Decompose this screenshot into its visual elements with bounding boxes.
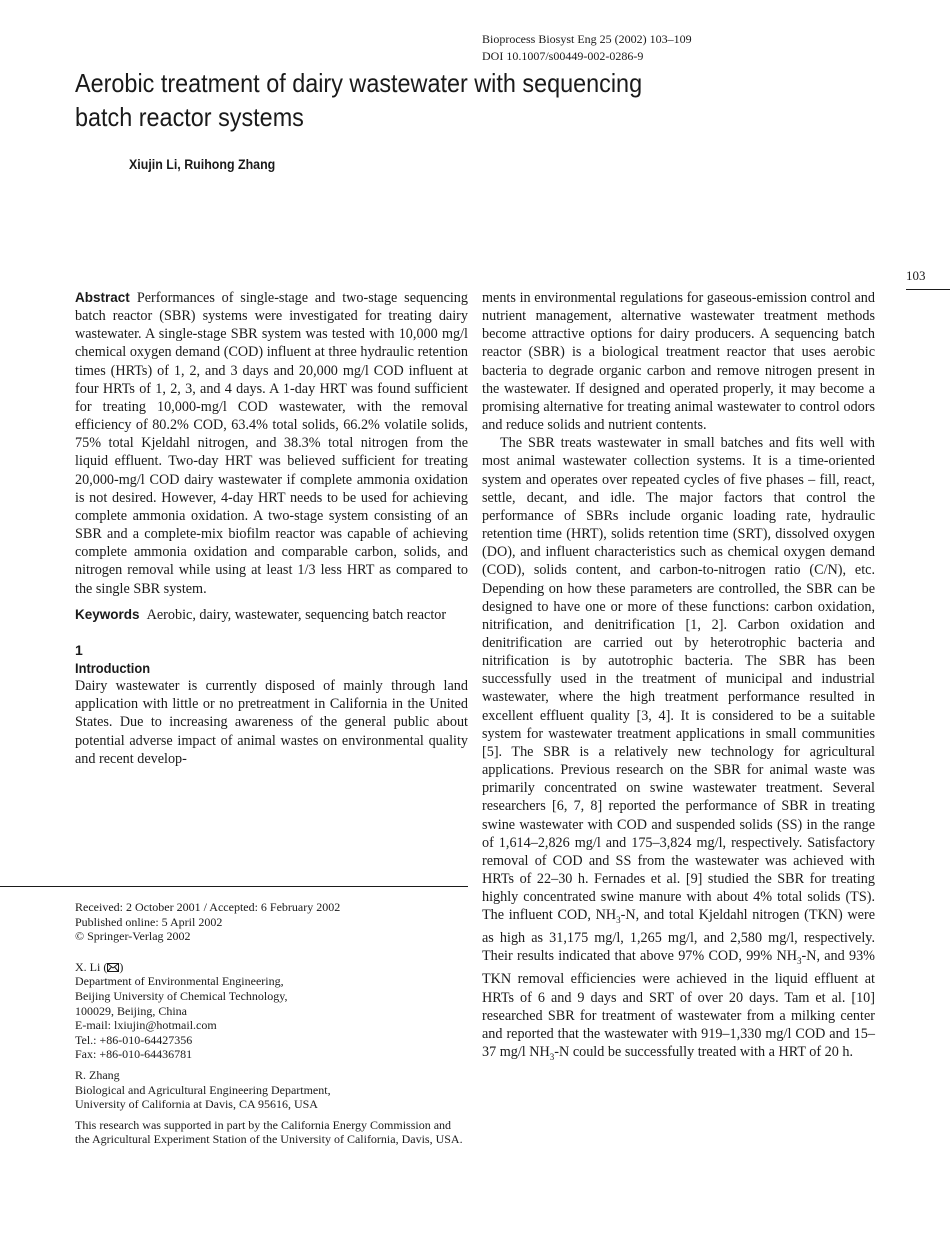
paper-title: Aerobic treatment of dairy wastewater with sequencing batch reactor systems xyxy=(75,68,643,132)
intro-paragraph-2-part-d: -N could be successfully treated with a HRT of 20 h. xyxy=(554,1044,854,1061)
footnote-rule xyxy=(0,886,468,887)
li-affiliation xyxy=(75,960,468,1062)
published-online: Published online: 5 April 2002 xyxy=(75,914,223,929)
left-column xyxy=(75,289,468,768)
li-name: X. Li ( xyxy=(75,959,108,974)
intro-paragraph-2-part-b: -N, and total Kjeldahl nitrogen (TKN) were as high as 31,175 mg/l, 1,265 mg/l, and 2,580 mg/l, respectively. Their results indicated that above 97% COD, 99% NH xyxy=(482,907,875,965)
keywords-text: Aerobic, dairy, wastewater, sequencing batch reactor xyxy=(146,606,447,623)
keywords xyxy=(75,606,468,624)
keywords-label: Keywords xyxy=(75,606,140,622)
zhang-department: Biological and Agricultural Engineering Department, xyxy=(75,1082,331,1097)
intro-paragraph-2-part-c: -N, and 93% TKN removal efficiencies were achieved in the liquid effluent at HRTs of 6 and 9 days and SRT of over 20 days. Tam et al. [10] researched SBR for treatment of wastewater from a milking center and reported that the wastewater with 919–1,330 mg/l COD and 15–37 mg/l NH xyxy=(482,948,875,1061)
zhang-affiliation xyxy=(75,1068,468,1112)
li-university: Beijing University of Chemical Technology, xyxy=(75,988,288,1003)
page-number: 103 xyxy=(906,268,926,283)
intro-paragraph-1-full xyxy=(0,0,1,1)
li-telephone: Tel.: +86-010-64427356 xyxy=(75,1032,193,1047)
doi: DOI 10.1007/s00449-002-0286-9 xyxy=(482,49,644,63)
li-city: 100029, Beijing, China xyxy=(75,1003,187,1018)
li-name-line xyxy=(75,960,468,975)
li-email: E-mail: lxiujin@hotmail.com xyxy=(75,1018,217,1033)
section-title: Introduction xyxy=(75,659,151,676)
intro-paragraph-1-text: Dairy wastewater is currently disposed of mainly through land application with little or no pretreatment in California in the United States. Due to increasing awareness of the general public about potential adverse impact of animal wastes on environmental quality and recent develop- xyxy=(75,678,468,767)
right-column xyxy=(482,289,875,1066)
subscript-3: 3 xyxy=(549,1051,555,1062)
abstract-text: Performances of single-stage and two-stage sequencing batch reactor (SBR) systems were investigated for treating dairy wastewater. A single-stage SBR system was tested with 10,000 mg/l chemical oxygen demand (COD) influent at three hydraulic retention times (HRTs) of 1, 2, and 3 days and 20,000 mg/l COD influent at four HRTs of 1, 2, 3, and 4 days. A 1-day HRT was found sufficient for treating 10,000-mg/l COD wastewater, with the removal efficiency of 80.2% COD, 63.4% total solids, 66.2% volatile solids, 75% total Kjeldahl nitrogen, and 38.3% total nitrogen from the liquid effluent. Two-day HRT was believed sufficient for treating 20,000-mg/l COD dairy wastewater if complete ammonia oxidation is not desired. However, 4-day HRT needs to be used for achieving complete ammonia oxidation. A two-stage system consisting of an SBR and a complete-mix biofilm reactor was capable of achieving complete ammonia oxidation and comparable carbon, solids, and nitrogen removal while using at least 1/3 less HRT as compared to the single SBR system. xyxy=(75,290,468,597)
footnotes xyxy=(75,900,468,1153)
abstract xyxy=(75,289,468,598)
subscript-3: 3 xyxy=(796,956,802,967)
intro-paragraph-2 xyxy=(482,434,875,1066)
zhang-name: R. Zhang xyxy=(75,1067,120,1082)
abstract-label: Abstract xyxy=(75,290,130,305)
received-accepted: Received: 2 October 2001 / Accepted: 6 February 2002 xyxy=(75,900,341,914)
intro-paragraph-2-part-a: The SBR treats wastewater in small batches and fits well with most animal wastewater collection systems. It is a time-oriented system and operates over repeated cycles of five phases – fill, react, settle, decant, and idle. The major factors that control the performance of SBRs include organic loading rate, hydraulic retention time (HRT), solids retention time (SRT), dissolved oxygen (DO), and influent characteristics such as chemical oxygen demand (COD), solids content, and carbon-to-nitrogen ratio (C/N), etc. Depending on how these parameters are controlled, the SBR can be designed to have one or more of these functions: carbon oxidation, nitrification, and denitrification [1, 2]. Carbon oxidation and denitrification are carried out by heterotrophic bacteria and nitrification is by autotrophic bacteria. The SBR has been successfully used in the treatment of municipal and industrial wastewater, where the high treatment performance resulted in excellent effluent quality [3, 4]. It is considered to be a suitable system for wastewater treatment applications in small communities [5]. The SBR is a relatively new technology for agricultural applications. Previous research on the SBR for animal waste was primarily concentrated on swine wastewater treatment. Several researchers [6, 7, 8] reported the performance of SBR in treating swine wastewater with COD and suspended solids (SS) in the range of 1,614–2,826 mg/l and 175–3,824 mg/l, respectively. Satisfactory removal of COD and SS from the wastewater was achieved with HRTs of 22–30 h. Fernades et al. [9] studied the SBR for treating highly concentrated swine manure with about 4% total solids (TS). The influent COD, NH xyxy=(482,435,875,924)
intro-paragraph-1-continued: ments in environmental regulations for gaseous-emission control and nutrient management, alternative wastewater treatment methods become attractive options for dairy producers. A sequencing batch reactor (SBR) is a biological treatment reactor that uses aerobic bacteria to degrade organic carbon and remove nitrogen present in the wastewater. If designed and operated properly, it may become a promising alternative for treating animal wastewater to control odors and reduce solids and nutrient contents. xyxy=(482,290,875,434)
subscript-3: 3 xyxy=(616,915,621,926)
authors: Xiujin Li, Ruihong Zhang xyxy=(129,157,276,172)
funding-note: This research was supported in part by the California Energy Commission and the Agricultural Experiment Station of the University of California, Davis, USA. xyxy=(75,1117,463,1147)
intro-paragraph-1-start xyxy=(75,677,468,768)
li-fax: Fax: +86-010-64436781 xyxy=(75,1047,193,1062)
journal-citation: Bioprocess Biosyst Eng 25 (2002) 103–109 xyxy=(482,32,692,46)
page-number-rule xyxy=(906,289,950,290)
envelope-icon xyxy=(107,963,119,972)
li-department: Department of Environmental Engineering, xyxy=(75,974,284,989)
zhang-university: University of California at Davis, CA 95616, USA xyxy=(75,1097,318,1112)
copyright: © Springer-Verlag 2002 xyxy=(75,929,191,944)
history-block xyxy=(75,900,468,944)
li-name-close: ) xyxy=(119,959,124,974)
journal-reference xyxy=(482,31,692,65)
section-number: 1 xyxy=(75,641,83,658)
